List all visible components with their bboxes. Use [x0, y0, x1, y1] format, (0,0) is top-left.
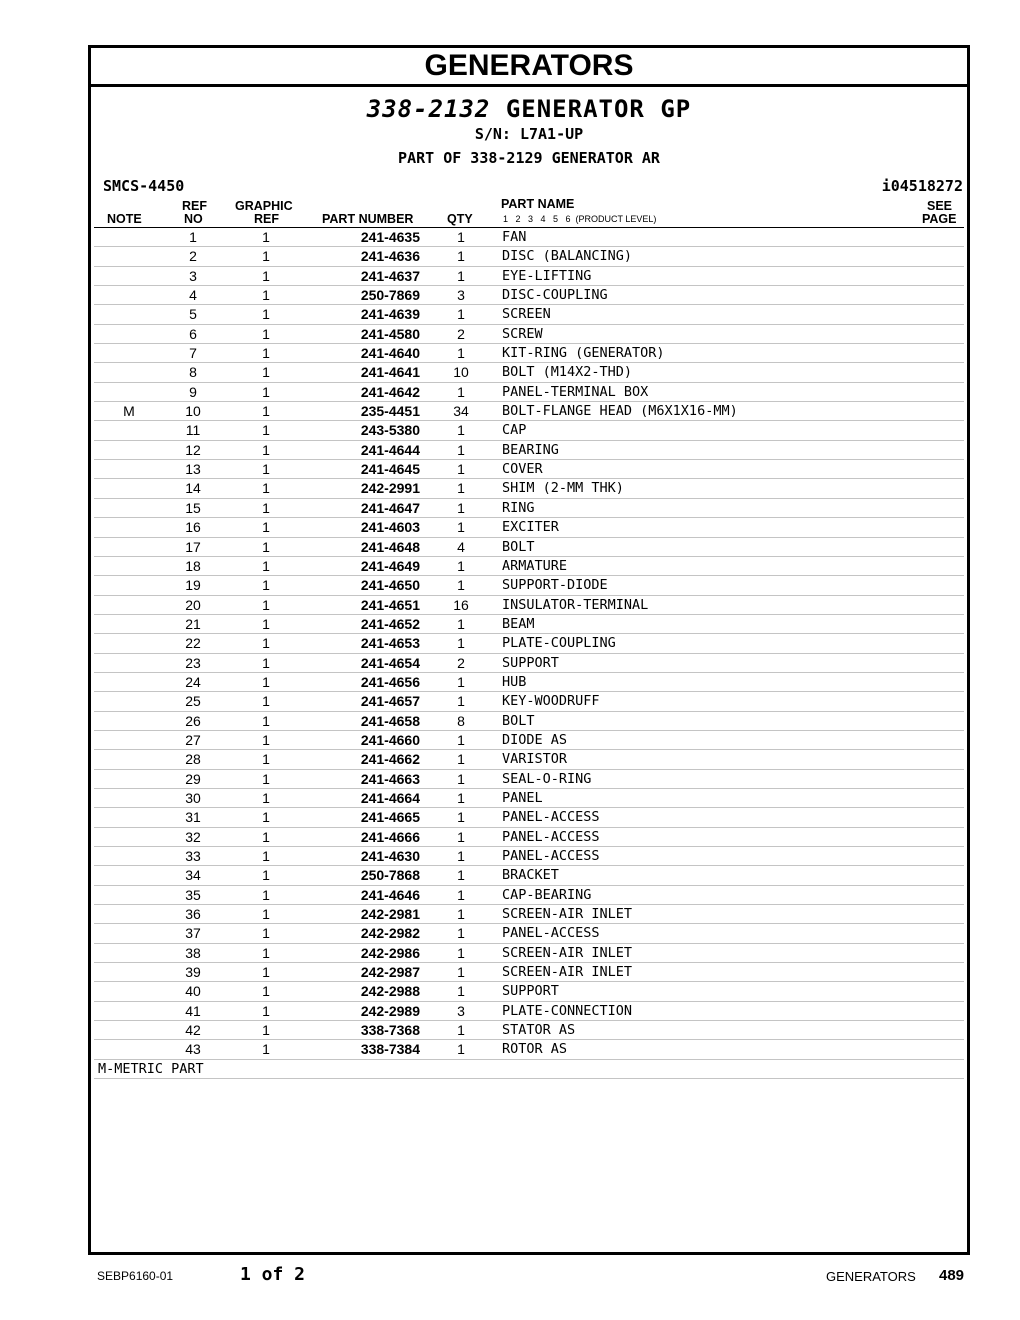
table-row: [94, 421, 964, 440]
quantity-cell: 1: [457, 983, 465, 1000]
part-number-cell: 241-4654: [360, 654, 420, 671]
ref-number-cell: 32: [185, 828, 201, 845]
graphic-ref-cell: 1: [262, 925, 270, 942]
footer-doc-number: SEBP6160-01: [97, 1269, 174, 1283]
table-row: [94, 441, 964, 460]
quantity-cell: 1: [457, 499, 465, 516]
graphic-ref-cell: 1: [262, 886, 270, 903]
graphic-ref-cell: 1: [262, 267, 270, 284]
part-number-cell: 241-4645: [360, 461, 420, 478]
parts-table-body: [91, 228, 967, 1060]
part-number-cell: 241-4636: [360, 248, 420, 265]
part-name-cell: DIODE AS: [502, 731, 568, 748]
part-number-cell: 242-2989: [360, 1002, 420, 1019]
table-row: [94, 460, 964, 479]
table-row: [94, 305, 964, 324]
part-number-cell: 241-4658: [360, 712, 420, 729]
part-number-cell: 241-4647: [360, 499, 420, 516]
ref-number-cell: 17: [185, 538, 201, 555]
header-note: NOTE: [107, 212, 142, 226]
quantity-cell: 1: [457, 751, 465, 768]
part-name-cell: SEAL-O-RING: [502, 770, 592, 787]
ref-number-cell: 42: [185, 1022, 201, 1039]
part-name-cell: KEY-WOODRUFF: [502, 693, 600, 710]
part-name-cell: SUPPORT-DIODE: [502, 577, 608, 594]
ref-number-cell: 18: [185, 557, 201, 574]
quantity-cell: 1: [457, 673, 465, 690]
table-row: [94, 828, 964, 847]
ref-number-cell: 38: [185, 944, 201, 961]
part-name-cell: SCREEN-AIR INLET: [502, 964, 633, 981]
part-number-cell: 241-4653: [360, 635, 420, 652]
part-number-cell: 250-7869: [360, 287, 420, 304]
part-number-cell: 241-4630: [360, 848, 420, 864]
graphic-ref-cell: 1: [262, 325, 270, 342]
table-row: [94, 712, 964, 731]
part-name-cell: BEAM: [502, 615, 535, 632]
part-number-cell: 241-4580: [360, 325, 420, 342]
table-row: [94, 363, 964, 382]
table-row: [94, 615, 964, 634]
graphic-ref-cell: 1: [262, 906, 270, 923]
table-row: [94, 479, 964, 498]
part-name-cell: SCREEN: [502, 306, 551, 323]
part-number-cell: 241-4644: [360, 441, 420, 458]
quantity-cell: 1: [457, 229, 465, 245]
part-name-cell: PANEL-TERMINAL BOX: [502, 383, 649, 400]
ref-number-cell: 36: [185, 906, 201, 923]
ref-number-cell: 8: [189, 364, 197, 381]
graphic-ref-cell: 1: [262, 693, 270, 710]
part-number-cell: 241-4640: [360, 345, 420, 362]
part-name-cell: COVER: [502, 461, 543, 478]
graphic-ref-cell: 1: [262, 441, 270, 458]
part-name-cell: SCREW: [502, 325, 543, 342]
table-row: [94, 750, 964, 769]
part-number-cell: 241-4652: [360, 615, 420, 632]
part-number-cell: 241-4664: [360, 789, 420, 806]
table-row: [94, 924, 964, 943]
part-number-cell: 241-4662: [360, 751, 420, 768]
graphic-ref-cell: 1: [262, 403, 270, 420]
table-row: [94, 402, 964, 421]
part-name-cell: BOLT: [502, 712, 535, 729]
part-number-cell: 242-2988: [360, 983, 420, 1000]
part-number-cell: 242-2991: [360, 480, 420, 497]
footer-page-of: 1 of 2: [240, 1264, 306, 1285]
part-number-cell: 241-4663: [360, 770, 420, 787]
table-row: [94, 325, 964, 344]
quantity-cell: 8: [457, 712, 465, 729]
part-number-cell: 241-4650: [360, 577, 420, 594]
table-row: [94, 344, 964, 363]
quantity-cell: 1: [457, 248, 465, 265]
part-name-cell: DISC-COUPLING: [502, 287, 608, 304]
table-row: [94, 267, 964, 286]
ref-number-cell: 7: [189, 345, 197, 362]
ref-number-cell: 11: [185, 422, 201, 439]
quantity-cell: 10: [453, 364, 469, 381]
ref-number-cell: 10: [185, 403, 201, 420]
ref-number-cell: 14: [185, 480, 201, 497]
part-number-cell: 338-7368: [360, 1022, 420, 1039]
part-number-cell: 242-2981: [360, 906, 420, 923]
document-id: i04518272: [881, 177, 963, 195]
ref-number-cell: 5: [189, 306, 197, 323]
part-name-cell: EYE-LIFTING: [502, 267, 592, 284]
group-title: [91, 95, 967, 123]
quantity-cell: 1: [457, 809, 465, 826]
part-name-cell: EXCITER: [502, 519, 559, 536]
quantity-cell: 1: [457, 886, 465, 903]
graphic-ref-cell: 1: [262, 809, 270, 826]
graphic-ref-cell: 1: [262, 731, 270, 748]
graphic-ref-cell: 1: [262, 461, 270, 478]
ref-number-cell: 25: [185, 693, 201, 710]
quantity-cell: 34: [453, 403, 469, 420]
header-graphic-bottom: REF: [254, 212, 279, 226]
table-row: [94, 944, 964, 963]
table-row: [94, 228, 964, 247]
part-name-cell: HUB: [502, 673, 527, 690]
ref-number-cell: 33: [185, 848, 201, 864]
graphic-ref-cell: 1: [262, 635, 270, 652]
ref-number-cell: 24: [185, 673, 201, 690]
part-number-cell: 241-4651: [360, 596, 420, 613]
smcs-code: SMCS-4450: [103, 177, 185, 195]
quantity-cell: 2: [457, 325, 465, 342]
header-qty: QTY: [447, 212, 473, 226]
ref-number-cell: 12: [185, 441, 201, 458]
part-name-cell: SUPPORT: [502, 983, 559, 1000]
ref-number-cell: 9: [189, 383, 197, 400]
table-row: [94, 905, 964, 924]
quantity-cell: 1: [457, 461, 465, 478]
part-number-cell: 235-4451: [360, 403, 420, 420]
graphic-ref-cell: 1: [262, 983, 270, 1000]
quantity-cell: 16: [453, 596, 469, 613]
footnote-text: M-METRIC PART: [98, 1060, 204, 1077]
ref-number-cell: 21: [185, 615, 201, 632]
graphic-ref-cell: 1: [262, 964, 270, 981]
quantity-cell: 1: [457, 828, 465, 845]
graphic-ref-cell: 1: [262, 789, 270, 806]
quantity-cell: 1: [457, 306, 465, 323]
ref-number-cell: 2: [189, 248, 197, 265]
ref-number-cell: 3: [189, 267, 197, 284]
part-number-cell: 241-4666: [360, 828, 420, 845]
part-name-cell: FAN: [502, 229, 527, 245]
header-see-bottom: PAGE: [922, 212, 957, 226]
graphic-ref-cell: 1: [262, 751, 270, 768]
part-number-cell: 338-7384: [360, 1041, 420, 1058]
table-row: [94, 982, 964, 1001]
ref-number-cell: 30: [185, 789, 201, 806]
footnote: [94, 1060, 964, 1079]
part-name-cell: PANEL-ACCESS: [502, 828, 600, 845]
graphic-ref-cell: 1: [262, 229, 270, 245]
part-name-cell: SHIM (2-MM THK): [502, 480, 624, 497]
quantity-cell: 1: [457, 383, 465, 400]
graphic-ref-cell: 1: [262, 422, 270, 439]
header-graphic-top: GRAPHIC: [235, 199, 293, 213]
table-row: [94, 770, 964, 789]
quantity-cell: 3: [457, 1002, 465, 1019]
table-row: [94, 847, 964, 866]
ref-number-cell: 35: [185, 886, 201, 903]
quantity-cell: 1: [457, 441, 465, 458]
part-name-cell: CAP: [502, 422, 527, 439]
quantity-cell: 1: [457, 1041, 465, 1058]
part-name-cell: INSULATOR-TERMINAL: [502, 596, 649, 613]
quantity-cell: 1: [457, 615, 465, 632]
ref-number-cell: 16: [185, 519, 201, 536]
part-number-cell: 241-4637: [360, 267, 420, 284]
table-row: [94, 886, 964, 905]
quantity-cell: 1: [457, 731, 465, 748]
quantity-cell: 1: [457, 867, 465, 884]
ref-number-cell: 20: [185, 596, 201, 613]
part-number-cell: 241-4648: [360, 538, 420, 555]
page-footer: [0, 1264, 1020, 1288]
quantity-cell: 4: [457, 538, 465, 555]
part-name-cell: PLATE-COUPLING: [502, 635, 616, 652]
table-row: [94, 808, 964, 827]
ref-number-cell: 43: [185, 1041, 201, 1058]
part-name-cell: SUPPORT: [502, 654, 559, 671]
part-name-cell: BOLT-FLANGE HEAD (M6X1X16-MM): [502, 403, 738, 420]
quantity-cell: 1: [457, 635, 465, 652]
table-row: [94, 596, 964, 615]
ref-number-cell: 23: [185, 654, 201, 671]
ref-number-cell: 22: [185, 635, 201, 652]
table-row: [94, 673, 964, 692]
section-title: GENERATORS: [91, 48, 967, 87]
quantity-cell: 2: [457, 654, 465, 671]
part-name-cell: BRACKET: [502, 867, 559, 884]
table-row: [94, 1002, 964, 1021]
part-name-cell: BEARING: [502, 441, 559, 458]
part-number-cell: 241-4656: [360, 673, 420, 690]
graphic-ref-cell: 1: [262, 538, 270, 555]
table-row: [94, 789, 964, 808]
part-number-cell: 241-4635: [360, 229, 420, 245]
graphic-ref-cell: 1: [262, 287, 270, 304]
table-row: [94, 1040, 964, 1059]
note-cell: M: [123, 403, 135, 420]
ref-number-cell: 39: [185, 964, 201, 981]
table-row: [94, 247, 964, 266]
graphic-ref-cell: 1: [262, 654, 270, 671]
ref-number-cell: 13: [185, 461, 201, 478]
graphic-ref-cell: 1: [262, 345, 270, 362]
ref-number-cell: 27: [185, 731, 201, 748]
part-number-cell: 241-4642: [360, 383, 420, 400]
quantity-cell: 1: [457, 422, 465, 439]
part-name-cell: ROTOR AS: [502, 1041, 568, 1058]
part-number-cell: 241-4657: [360, 693, 420, 710]
footer-page-number: 489: [939, 1267, 965, 1284]
header-product-level: 1 2 3 4 5 6 (PRODUCT LEVEL): [503, 214, 657, 224]
part-name-cell: VARISTOR: [502, 751, 568, 768]
part-name-cell: PANEL: [502, 789, 543, 806]
part-number-cell: 242-2986: [360, 944, 420, 961]
quantity-cell: 1: [457, 1022, 465, 1039]
part-name-cell: DISC (BALANCING): [502, 248, 633, 265]
quantity-cell: 1: [457, 789, 465, 806]
part-name-cell: CAP-BEARING: [502, 886, 592, 903]
ref-number-cell: 41: [185, 1002, 201, 1019]
quantity-cell: 1: [457, 944, 465, 961]
quantity-cell: 1: [457, 519, 465, 536]
header-see-top: SEE: [927, 199, 953, 213]
table-row: [94, 383, 964, 402]
part-name-cell: PANEL-ACCESS: [502, 848, 600, 864]
graphic-ref-cell: 1: [262, 383, 270, 400]
part-number-cell: 241-4646: [360, 886, 420, 903]
quantity-cell: 1: [457, 267, 465, 284]
serial-range: S/N: L7A1-UP: [474, 125, 584, 143]
part-name-cell: BOLT (M14X2-THD): [502, 364, 633, 381]
table-row: [94, 634, 964, 653]
smcs-row: [91, 175, 967, 197]
graphic-ref-cell: 1: [262, 615, 270, 632]
graphic-ref-cell: 1: [262, 364, 270, 381]
quantity-cell: 1: [457, 480, 465, 497]
quantity-cell: 1: [457, 557, 465, 574]
table-row: [94, 518, 964, 537]
quantity-cell: 1: [457, 925, 465, 942]
ref-number-cell: 15: [185, 499, 201, 516]
graphic-ref-cell: 1: [262, 867, 270, 884]
quantity-cell: 1: [457, 345, 465, 362]
graphic-ref-cell: 1: [262, 499, 270, 516]
table-row: [94, 866, 964, 885]
table-row: [94, 286, 964, 305]
part-number-cell: 241-4649: [360, 557, 420, 574]
part-number-cell: 241-4639: [360, 306, 420, 323]
table-row: [94, 1021, 964, 1040]
page-frame: [88, 45, 970, 1255]
part-number-cell: 241-4641: [360, 364, 420, 381]
part-name-cell: SCREEN-AIR INLET: [502, 906, 633, 923]
graphic-ref-cell: 1: [262, 1041, 270, 1058]
graphic-ref-cell: 1: [262, 480, 270, 497]
ref-number-cell: 28: [185, 751, 201, 768]
ref-number-cell: 31: [185, 809, 201, 826]
part-name-cell: PANEL-ACCESS: [502, 809, 600, 826]
graphic-ref-cell: 1: [262, 944, 270, 961]
ref-number-cell: 40: [185, 983, 201, 1000]
group-number: 338-2132: [366, 95, 491, 123]
quantity-cell: 1: [457, 693, 465, 710]
header-part-name: PART NAME: [501, 197, 575, 211]
part-name-cell: RING: [502, 499, 535, 516]
graphic-ref-cell: 1: [262, 848, 270, 864]
quantity-cell: 1: [457, 964, 465, 981]
quantity-cell: 3: [457, 287, 465, 304]
graphic-ref-cell: 1: [262, 519, 270, 536]
quantity-cell: 1: [457, 770, 465, 787]
part-name-cell: SCREEN-AIR INLET: [502, 944, 633, 961]
quantity-cell: 1: [457, 577, 465, 594]
part-number-cell: 242-2987: [360, 964, 420, 981]
graphic-ref-cell: 1: [262, 828, 270, 845]
ref-number-cell: 37: [185, 925, 201, 942]
header-part-number: PART NUMBER: [322, 212, 414, 226]
graphic-ref-cell: 1: [262, 306, 270, 323]
graphic-ref-cell: 1: [262, 1022, 270, 1039]
ref-number-cell: 6: [189, 325, 197, 342]
part-name-cell: ARMATURE: [502, 557, 568, 574]
part-number-cell: 241-4603: [360, 519, 420, 536]
part-name-cell: BOLT: [502, 538, 535, 555]
footer-section: GENERATORS: [826, 1269, 916, 1284]
graphic-ref-cell: 1: [262, 248, 270, 265]
graphic-ref-cell: 1: [262, 557, 270, 574]
table-row: [94, 576, 964, 595]
ref-number-cell: 34: [185, 867, 201, 884]
table-row: [94, 499, 964, 518]
quantity-cell: 1: [457, 906, 465, 923]
part-of-line: PART OF 338-2129 GENERATOR AR: [398, 149, 660, 167]
graphic-ref-cell: 1: [262, 673, 270, 690]
table-header: [94, 197, 964, 228]
part-number-cell: 250-7868: [360, 867, 420, 884]
part-name-cell: STATOR AS: [502, 1022, 576, 1039]
table-row: [94, 963, 964, 982]
part-number-cell: 242-2982: [360, 925, 420, 942]
header-ref-bottom: NO: [184, 212, 203, 226]
table-row: [94, 538, 964, 557]
part-name-cell: PLATE-CONNECTION: [502, 1002, 633, 1019]
part-number-cell: 243-5380: [360, 422, 420, 439]
part-number-cell: 241-4660: [360, 731, 420, 748]
ref-number-cell: 1: [189, 229, 197, 245]
graphic-ref-cell: 1: [262, 596, 270, 613]
ref-number-cell: 26: [185, 712, 201, 729]
part-name-cell: KIT-RING (GENERATOR): [502, 345, 665, 362]
table-row: [94, 692, 964, 711]
header-ref-top: REF: [182, 199, 207, 213]
graphic-ref-cell: 1: [262, 577, 270, 594]
table-row: [94, 557, 964, 576]
ref-number-cell: 19: [185, 577, 201, 594]
graphic-ref-cell: 1: [262, 1002, 270, 1019]
table-row: [94, 654, 964, 673]
quantity-cell: 1: [457, 848, 465, 864]
ref-number-cell: 29: [185, 770, 201, 787]
graphic-ref-cell: 1: [262, 712, 270, 729]
group-name: GENERATOR GP: [505, 95, 692, 123]
part-number-cell: 241-4665: [360, 809, 420, 826]
part-name-cell: PANEL-ACCESS: [502, 925, 600, 942]
table-row: [94, 731, 964, 750]
graphic-ref-cell: 1: [262, 770, 270, 787]
ref-number-cell: 4: [189, 287, 197, 304]
